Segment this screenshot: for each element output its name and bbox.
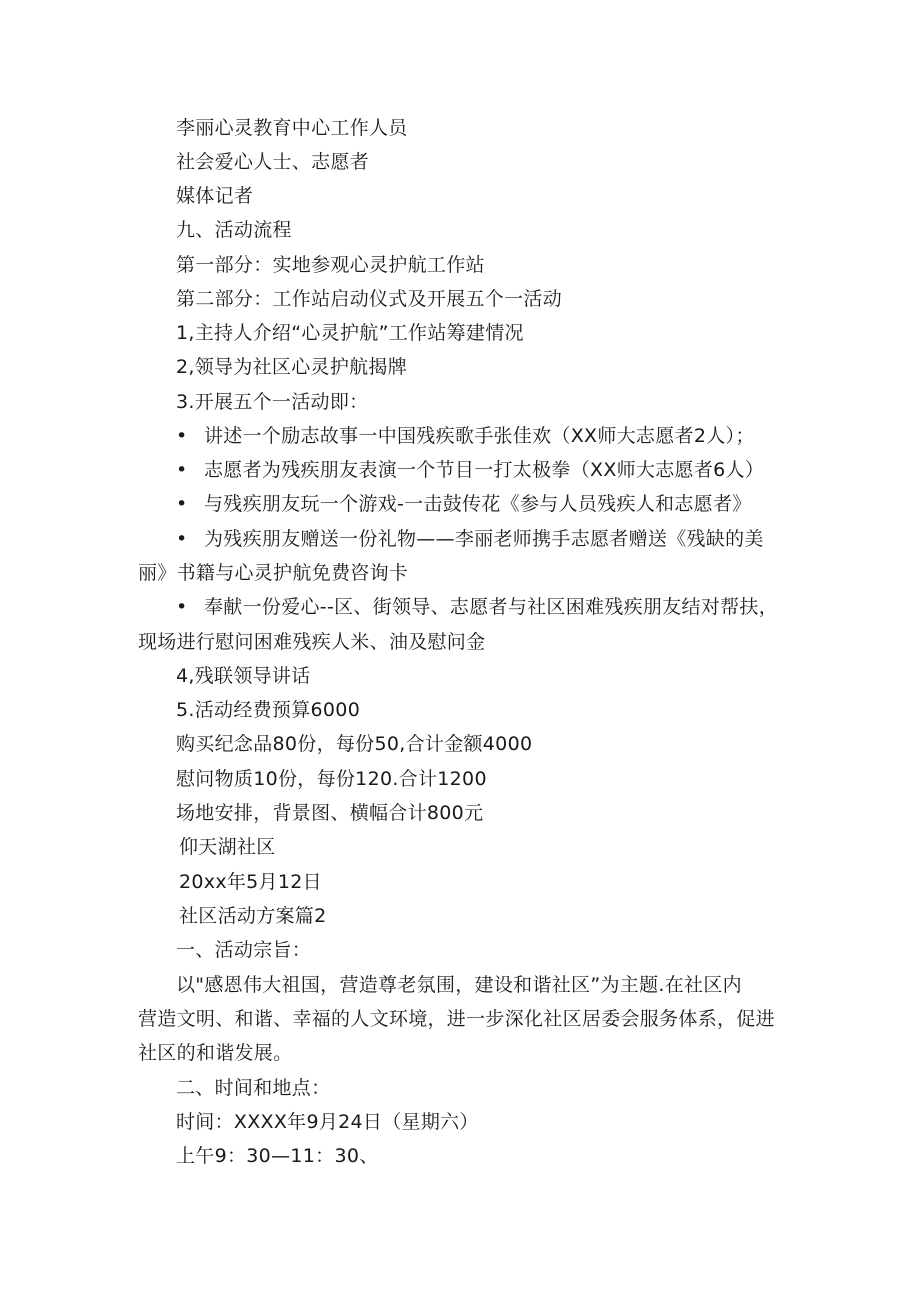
text-line: 慰问物质10份，每份120.合计1200 [176,768,487,790]
section-heading: 二、时间和地点： [176,1077,331,1099]
bullet-item [176,594,778,620]
text-line: 5.活动经费预算6000 [176,699,361,721]
bullet-item [176,457,764,483]
bullet-icon: • [176,596,188,618]
bullet-icon: • [176,528,188,550]
bullet-text: 与残疾朋友玩一个游戏-一击鼓传花《参与人员残疾人和志愿者》 [204,493,752,515]
text-line: 社会爱心人士、志愿者 [176,151,370,173]
text-line: 第二部分：工作站启动仪式及开展五个一活动 [176,288,563,310]
bullet-item [176,526,764,552]
text-line: 2,领导为社区心灵护航揭牌 [176,356,408,378]
section-title: 社区活动方案篇2 [179,905,327,927]
bullet-text: 讲述一个励志故事一中国残疾歌手张佳欢（XX师大志愿者2人）； [204,425,755,447]
bullet-text: 为残疾朋友赠送一份礼物——李丽老师携手志愿者赠送《残缺的美 [204,528,764,550]
text-line: 3.开展五个一活动即： [176,391,369,413]
signature-org: 仰天湖社区 [179,836,276,858]
signature-date: 20xx年5月12日 [179,871,322,893]
paragraph-line: 社区的和谐发展。 [138,1042,293,1064]
text-line: 1,主持人介绍“心灵护航”工作站筹建情况 [176,322,524,344]
bullet-text: 奉献一份爱心--区、街领导、志愿者与社区困难残疾朋友结对帮扶， [204,596,779,618]
text-line: 丽》书籍与心灵护航免费咨询卡 [138,562,409,584]
text-line: 媒体记者 [176,185,254,207]
text-line: 现场进行慰问困难残疾人米、油及慰问金 [138,631,486,653]
paragraph-line: 以"感恩伟大祖国，营造尊老氛围，建设和谐社区”为主题.在社区内 [176,974,742,996]
section-heading: 一、活动宗旨： [176,939,312,961]
section-heading: 九、活动流程 [176,219,292,241]
text-line: 时间：XXXX年9月24日（星期六） [176,1111,479,1133]
text-line: 4,残联领导讲话 [176,665,311,687]
paragraph-line: 营造文明、和谐、幸福的人文环境，进一步深化社区居委会服务体系，促进 [138,1008,775,1030]
bullet-icon: • [176,493,188,515]
bullet-icon: • [176,459,188,481]
text-line: 第一部分：实地参观心灵护航工作站 [176,254,485,276]
text-line: 上午9：30—11：30、 [176,1145,379,1167]
text-line: 李丽心灵教育中心工作人员 [176,117,408,139]
bullet-text: 志愿者为残疾朋友表演一个节目一打太极拳（XX师大志愿者6人） [204,459,765,481]
bullet-item [176,423,755,449]
bullet-icon: • [176,425,188,447]
bullet-item [176,491,752,517]
text-line: 场地安排，背景图、横幅合计800元 [176,802,484,824]
text-line: 购买纪念品80份，每份50,合计金额4000 [176,733,533,755]
